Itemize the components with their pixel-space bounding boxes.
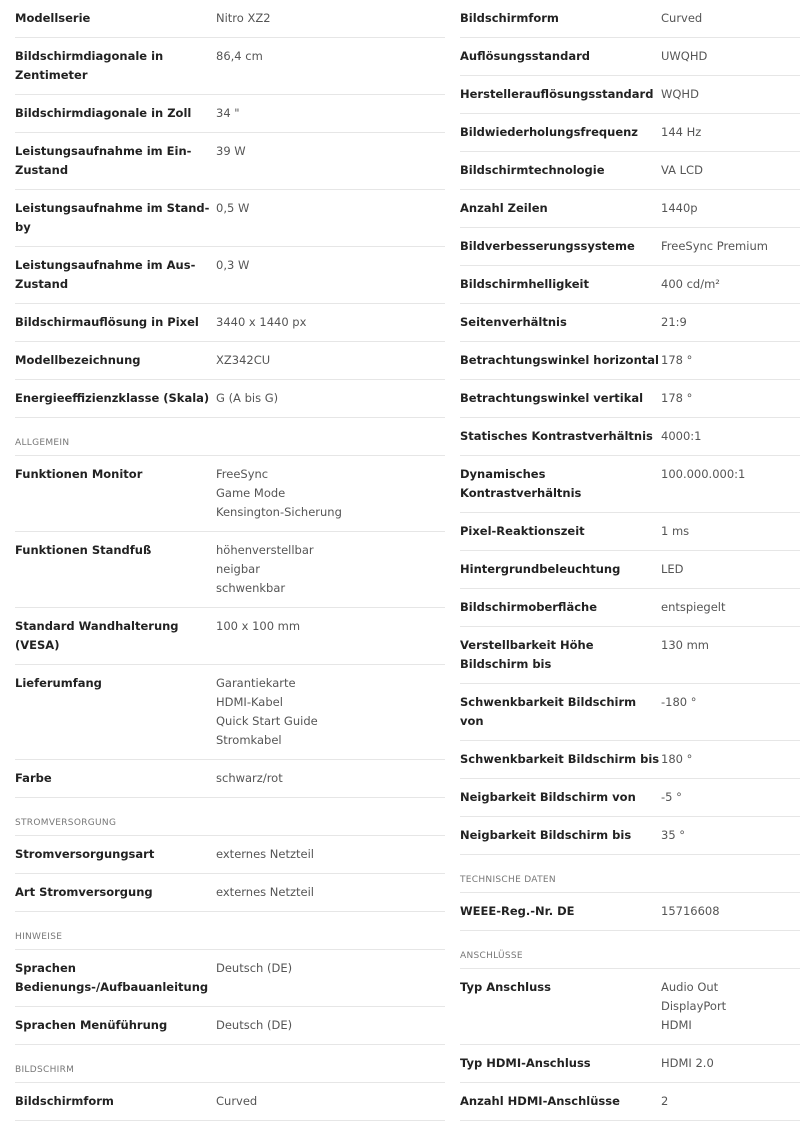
- spec-value: [661, 304, 800, 341]
- spec-value-line: Curved: [661, 11, 703, 25]
- spec-label: Bildschirmtechnologie: [460, 163, 605, 177]
- spec-value: [216, 380, 445, 417]
- section-heading-stromversorgung: STROMVERSORGUNG: [15, 798, 445, 836]
- spec-value: [661, 969, 800, 1044]
- spec-value-line: Garantiekarte: [216, 676, 296, 690]
- spec-label: Bildschirmauflösung in Pixel: [15, 315, 199, 329]
- spec-row-schwenkbarkeit-bildschirm-bis: [460, 741, 800, 779]
- section-heading-anschluesse: ANSCHLÜSSE: [460, 931, 800, 969]
- spec-value: [661, 0, 800, 37]
- spec-value-line: 86,4 cm: [216, 49, 263, 63]
- spec-value: [216, 95, 445, 132]
- spec-value: [216, 950, 445, 987]
- section-heading-allgemein: ALLGEMEIN: [15, 418, 445, 456]
- spec-value: [216, 342, 445, 379]
- spec-value: [661, 76, 800, 113]
- spec-row-betrachtungswinkel-vertikal: [460, 380, 800, 418]
- spec-value-line: schwarz/rot: [216, 771, 283, 785]
- spec-label: Typ Anschluss: [460, 980, 551, 994]
- spec-label: Anzahl HDMI-Anschlüsse: [460, 1094, 620, 1108]
- spec-row-bildschirmdiagonale-in-zoll: [15, 95, 445, 133]
- spec-row-modellserie: [15, 0, 445, 38]
- spec-label: Sprachen Bedienungs-/Aufbauanleitung: [15, 961, 209, 994]
- spec-value-line: 2: [661, 1094, 669, 1108]
- spec-row-neigbarkeit-bildschirm-bis: [460, 817, 800, 855]
- spec-row-dynamisches-kontrastverhaeltnis: [460, 456, 800, 513]
- spec-value: [216, 247, 445, 284]
- spec-value: [216, 874, 445, 911]
- spec-row-bildwiederholungsfrequenz: [460, 114, 800, 152]
- spec-value: [661, 152, 800, 189]
- spec-value-line: HDMI: [661, 1018, 692, 1032]
- spec-value-line: 39 W: [216, 144, 246, 158]
- spec-value: [661, 551, 800, 588]
- spec-value: [661, 817, 800, 854]
- spec-value-line: externes Netzteil: [216, 847, 314, 861]
- spec-value: [661, 418, 800, 455]
- spec-value-line: 0,3 W: [216, 258, 250, 272]
- spec-label: Typ HDMI-Anschluss: [460, 1056, 591, 1070]
- spec-row-betrachtungswinkel-horizontal: [460, 342, 800, 380]
- spec-value-line: WQHD: [661, 87, 699, 101]
- spec-value: [216, 760, 445, 797]
- spec-label: WEEE-Reg.-Nr. DE: [460, 904, 575, 918]
- spec-label: Sprachen Menüführung: [15, 1018, 168, 1032]
- spec-label: Anzahl Zeilen: [460, 201, 548, 215]
- spec-row-modellbezeichnung: [15, 342, 445, 380]
- spec-value-line: Kensington-Sicherung: [216, 505, 342, 519]
- spec-row-aufloesungsstandard: [460, 38, 800, 76]
- spec-value: [216, 1007, 445, 1044]
- spec-label: Schwenkbarkeit Bildschirm von: [460, 695, 637, 728]
- spec-row-schwenkbarkeit-bildschirm-von: [460, 684, 800, 741]
- spec-value: [216, 836, 445, 873]
- spec-row-weee-reg-nr-de: [460, 893, 800, 931]
- spec-row-seitenverhaeltnis: [460, 304, 800, 342]
- spec-row-bildschirmaufloesung-in-pixel: [15, 304, 445, 342]
- spec-value-line: schwenkbar: [216, 581, 286, 595]
- spec-value: [661, 513, 800, 550]
- spec-value-line: LED: [661, 562, 684, 576]
- spec-label: Lieferumfang: [15, 676, 102, 690]
- spec-value-line: 178 °: [661, 353, 693, 367]
- spec-label: Bildverbesserungssysteme: [460, 239, 635, 253]
- spec-label: Statisches Kontrastverhältnis: [460, 429, 653, 443]
- spec-value-line: Curved: [216, 1094, 258, 1108]
- spec-label: Herstellerauflösungsstandard: [460, 87, 654, 101]
- spec-value-line: Audio Out: [661, 980, 719, 994]
- spec-label: Farbe: [15, 771, 52, 785]
- spec-label: Energieeffizienzklasse (Skala): [15, 391, 210, 405]
- spec-value: [661, 589, 800, 626]
- spec-row-bildschirmoberflaeche: [460, 589, 800, 627]
- spec-value: [661, 190, 800, 227]
- spec-value-line: 1 ms: [661, 524, 690, 538]
- spec-value-line: HDMI 2.0: [661, 1056, 714, 1070]
- spec-value-line: 35 °: [661, 828, 686, 842]
- spec-value-line: 178 °: [661, 391, 693, 405]
- spec-value: [661, 266, 800, 303]
- section-heading-technische-daten: TECHNISCHE DATEN: [460, 855, 800, 893]
- spec-value: [661, 342, 800, 379]
- spec-value-line: Nitro XZ2: [216, 11, 271, 25]
- spec-row-anzahl-zeilen: [460, 190, 800, 228]
- spec-value-line: G (A bis G): [216, 391, 279, 405]
- spec-value-line: 1440p: [661, 201, 698, 215]
- spec-row-art-stromversorgung: [15, 874, 445, 912]
- spec-value-line: 21:9: [661, 315, 687, 329]
- spec-value: [216, 608, 445, 645]
- spec-label: Modellserie: [15, 11, 91, 25]
- spec-value-line: 15716608: [661, 904, 720, 918]
- spec-value: [216, 38, 445, 75]
- spec-row-sprachen-bedienungs-aufbauanleitung: [15, 950, 445, 1007]
- spec-row-leistungsaufnahme-im-aus-zustand: [15, 247, 445, 304]
- spec-value: [661, 893, 800, 930]
- spec-label: Stromversorgungsart: [15, 847, 155, 861]
- spec-row-herstelleraufloesungsstandard: [460, 76, 800, 114]
- spec-value: [216, 190, 445, 227]
- spec-value: [216, 665, 445, 759]
- spec-label: Bildschirmdiagonale in Zoll: [15, 106, 192, 120]
- spec-value-line: neigbar: [216, 562, 260, 576]
- spec-value-line: 400 cd/m²: [661, 277, 720, 291]
- spec-value-line: 180 °: [661, 752, 693, 766]
- spec-value: [661, 1045, 800, 1082]
- spec-row-funktionen-standfuss: [15, 532, 445, 608]
- spec-value: [216, 133, 445, 170]
- spec-value: [216, 456, 445, 531]
- spec-value-line: Deutsch (DE): [216, 1018, 293, 1032]
- spec-label: Bildschirmdiagonale in Zentimeter: [15, 49, 164, 82]
- spec-row-bildschirmtechnologie: [460, 152, 800, 190]
- spec-row-leistungsaufnahme-im-stand-by: [15, 190, 445, 247]
- spec-label: Bildschirmoberfläche: [460, 600, 598, 614]
- spec-value-line: 3440 x 1440 px: [216, 315, 307, 329]
- spec-value-line: 100 x 100 mm: [216, 619, 301, 633]
- spec-label: Bildwiederholungsfrequenz: [460, 125, 639, 139]
- spec-label: Modellbezeichnung: [15, 353, 141, 367]
- spec-value-line: XZ342CU: [216, 353, 271, 367]
- spec-label: Verstellbarkeit Höhe Bildschirm bis: [460, 638, 594, 671]
- spec-row-statisches-kontrastverhaeltnis: [460, 418, 800, 456]
- spec-row-bildverbesserungssysteme: [460, 228, 800, 266]
- spec-value-line: externes Netzteil: [216, 885, 314, 899]
- spec-value-line: höhenverstellbar: [216, 543, 314, 557]
- spec-row-bildschirmform: [460, 0, 800, 38]
- spec-label: Neigbarkeit Bildschirm von: [460, 790, 636, 804]
- spec-value: [216, 0, 445, 37]
- spec-row-farbe: [15, 760, 445, 798]
- spec-value-line: Game Mode: [216, 486, 286, 500]
- section-heading-hinweise: HINWEISE: [15, 912, 445, 950]
- spec-row-leistungsaufnahme-im-ein-zustand: [15, 133, 445, 190]
- spec-value: [216, 304, 445, 341]
- spec-value-line: entspiegelt: [661, 600, 726, 614]
- spec-value-line: Stromkabel: [216, 733, 282, 747]
- spec-label: Leistungsaufnahme im Ein-Zustand: [15, 144, 192, 177]
- spec-value: [661, 741, 800, 778]
- spec-row-funktionen-monitor: [15, 456, 445, 532]
- spec-label: Pixel-Reaktionszeit: [460, 524, 585, 538]
- spec-value-line: -5 °: [661, 790, 682, 804]
- spec-label: Funktionen Monitor: [15, 467, 143, 481]
- spec-value-line: 100.000.000:1: [661, 467, 746, 481]
- spec-label: Standard Wandhalterung (VESA): [15, 619, 179, 652]
- spec-label: Dynamisches Kontrastverhältnis: [460, 467, 582, 500]
- spec-row-energieeffizienzklasse-skala: [15, 380, 445, 418]
- spec-row-stromversorgungsart: [15, 836, 445, 874]
- spec-row-sprachen-menuefuehrung: [15, 1007, 445, 1045]
- spec-row-bildschirmhelligkeit: [460, 266, 800, 304]
- spec-value: [661, 779, 800, 816]
- spec-label: Neigbarkeit Bildschirm bis: [460, 828, 632, 842]
- spec-label: Betrachtungswinkel horizontal: [460, 353, 659, 367]
- spec-label: Hintergrundbeleuchtung: [460, 562, 621, 576]
- spec-value-line: Quick Start Guide: [216, 714, 318, 728]
- spec-row-bildschirmdiagonale-in-zentimeter: [15, 38, 445, 95]
- spec-label: Betrachtungswinkel vertikal: [460, 391, 644, 405]
- spec-value-line: HDMI-Kabel: [216, 695, 283, 709]
- spec-column-right: [453, 0, 800, 1121]
- spec-value: [661, 380, 800, 417]
- spec-value: [661, 228, 800, 265]
- spec-label: Bildschirmform: [15, 1094, 114, 1108]
- spec-value-line: VA LCD: [661, 163, 703, 177]
- section-heading-bildschirm: BILDSCHIRM: [15, 1045, 445, 1083]
- spec-value-line: 0,5 W: [216, 201, 250, 215]
- spec-value-line: DisplayPort: [661, 999, 727, 1013]
- spec-row-verstellbarkeit-hoehe-bildschirm-bis: [460, 627, 800, 684]
- spec-label: Art Stromversorgung: [15, 885, 153, 899]
- spec-value-line: 130 mm: [661, 638, 710, 652]
- spec-label: Schwenkbarkeit Bildschirm bis: [460, 752, 660, 766]
- spec-row-typ-anschluss: [460, 969, 800, 1045]
- spec-label: Funktionen Standfuß: [15, 543, 152, 557]
- spec-value-line: Deutsch (DE): [216, 961, 293, 975]
- spec-value-line: 144 Hz: [661, 125, 702, 139]
- spec-label: Leistungsaufnahme im Aus-Zustand: [15, 258, 196, 291]
- spec-value-line: 4000:1: [661, 429, 702, 443]
- spec-row-pixel-reaktionszeit: [460, 513, 800, 551]
- spec-value: [661, 38, 800, 75]
- spec-label: Bildschirmhelligkeit: [460, 277, 589, 291]
- spec-label: Seitenverhältnis: [460, 315, 567, 329]
- spec-row-hintergrundbeleuchtung: [460, 551, 800, 589]
- spec-value-line: FreeSync: [216, 467, 269, 481]
- spec-label: Auflösungsstandard: [460, 49, 590, 63]
- spec-value-line: UWQHD: [661, 49, 708, 63]
- spec-value-line: -180 °: [661, 695, 697, 709]
- spec-row-typ-hdmi-anschluss: [460, 1045, 800, 1083]
- spec-value: [661, 684, 800, 721]
- spec-value: [661, 456, 800, 493]
- spec-value: [216, 532, 445, 607]
- spec-value-line: FreeSync Premium: [661, 239, 768, 253]
- spec-row-lieferumfang: [15, 665, 445, 760]
- spec-row-standard-wandhalterung-vesa: [15, 608, 445, 665]
- spec-label: Bildschirmform: [460, 11, 559, 25]
- spec-value: [661, 627, 800, 664]
- spec-value: [661, 114, 800, 151]
- spec-row-neigbarkeit-bildschirm-von: [460, 779, 800, 817]
- spec-label: Leistungsaufnahme im Stand-by: [15, 201, 210, 234]
- spec-value-line: 34 ": [216, 106, 240, 120]
